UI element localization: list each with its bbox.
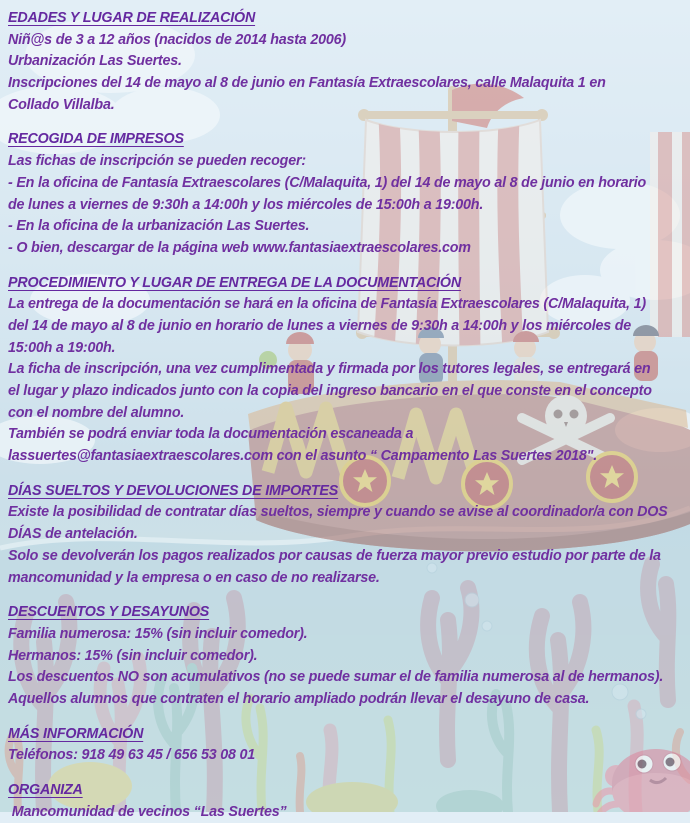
text-line: con el nombre del alumno.: [8, 404, 185, 421]
section-heading: DESCUENTOS Y DESAYUNOS: [8, 604, 210, 621]
text-line: Existe la posibilidad de contratar días sueltos, siempre y cuando se avise al coordinador/a con DOS: [8, 504, 668, 521]
text-line: lassuertes@fantasiaextraescolares.com con el asunto “ Campamento Las Suertes 2018".: [8, 448, 597, 465]
section-heading: RECOGIDA DE IMPRESOS: [8, 131, 184, 148]
text-line: - En la oficina de Fantasía Extraescolares (C/Malaquita, 1) del 14 de mayo al 8 de junio en horario: [8, 174, 647, 191]
text-line: Los descuentos NO son acumulativos (no se puede sumar el de familia numerosa al de hermanos).: [8, 669, 664, 686]
text-line: - O bien, descargar de la página web www.fantasiaextraescolares.com: [8, 239, 471, 256]
text-line: Niñ@s de 3 a 12 años (nacidos de 2014 hasta 2006): [8, 31, 346, 48]
text-line: mancomunidad y la empresa o en caso de no realizarse.: [8, 569, 380, 586]
section-heading: MÁS INFORMACIÓN: [8, 725, 144, 742]
text-line: Inscripciones del 14 de mayo al 8 de junio en Fantasía Extraescolares, calle Malaquita 1 en: [8, 75, 606, 92]
text-line: Aquellos alumnos que contraten el horario ampliado podrán llevar el desayuno de casa.: [8, 690, 590, 707]
text-line: También se podrá enviar toda la documentación escaneada a: [8, 426, 414, 443]
section-heading: EDADES Y LUGAR DE REALIZACIÓN: [8, 10, 256, 26]
text-line: - En la oficina de la urbanización Las Suertes.: [8, 218, 310, 235]
text-line: de lunes a viernes de 9:30h a 14:00h y los miércoles de 15:00h a 19:00h.: [8, 196, 484, 213]
section-heading: DÍAS SUELTOS Y DEVOLUCIONES DE IMPORTES: [8, 482, 339, 499]
text-line: La entrega de la documentación se hará en la oficina de Fantasía Extraescolares (C/Malaquita, 1): [8, 296, 646, 313]
text-line: Teléfonos: 918 49 63 45 / 656 53 08 01: [8, 747, 255, 764]
section-heading: PROCEDIMIENTO Y LUGAR DE ENTREGA DE LA DOCUMENTACIÓN: [8, 274, 461, 291]
text-line: Solo se devolverán los pagos realizados por causas de fuerza mayor previo estudio por parte de la: [8, 547, 661, 564]
text-line: Collado Villalba.: [8, 96, 115, 113]
text-line: Hermanos: 15% (sin incluir comedor).: [8, 647, 258, 664]
text-line: el lugar y plazo indicados junto con la copia del ingreso bancario en el que conste en el concepto: [8, 383, 652, 399]
text-line: Mancomunidad de vecinos “Las Suertes”: [8, 803, 287, 820]
text-line: La ficha de inscripción, una vez cumplimentada y firmada por los tutores legales, se entregará en: [8, 361, 651, 378]
text-line: del 14 de mayo al 8 de junio en horario de lunes a viernes de 9:30h a 14:00h y los miércoles de: [8, 317, 632, 334]
text-line: Urbanización Las Suertes.: [8, 53, 182, 70]
section-heading: ORGANIZA: [8, 782, 83, 798]
text-line: Familia numerosa: 15% (sin incluir comedor).: [8, 625, 308, 642]
text-line: DÍAS de antelación.: [8, 526, 138, 543]
text-line: Las fichas de inscripción se pueden recoger:: [8, 153, 306, 170]
text-line: 15:00h a 19:00h.: [8, 339, 116, 356]
